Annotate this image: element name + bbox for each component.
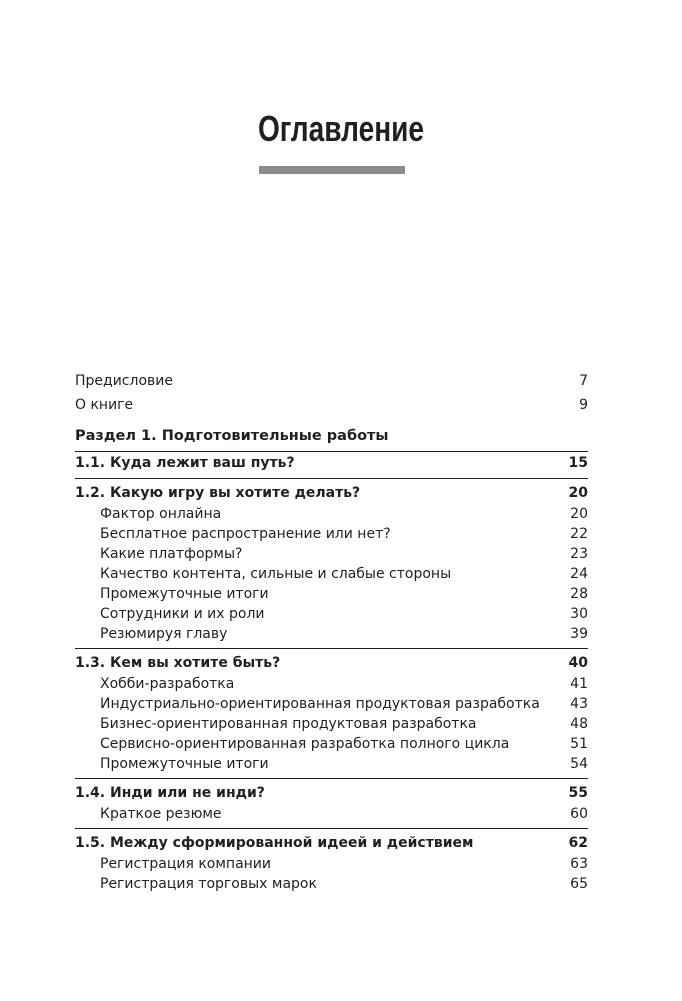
toc-subentry[interactable]: [75, 564, 588, 584]
toc-chapter-1-1[interactable]: [75, 452, 588, 474]
toc-entry-about-book[interactable]: [75, 393, 588, 417]
toc-entry-preface[interactable]: [75, 369, 588, 393]
toc-chapter-page: 15: [568, 455, 588, 471]
table-of-contents: [75, 369, 588, 894]
toc-subentry[interactable]: [75, 504, 588, 524]
toc-chapter-1-3[interactable]: [75, 652, 588, 674]
toc-subentry[interactable]: [75, 854, 588, 874]
toc-subentry-title: Регистрация компании: [100, 856, 271, 872]
toc-subentry-page: 30: [570, 606, 588, 622]
toc-subentry[interactable]: [75, 604, 588, 624]
toc-chapter-page: 62: [568, 835, 588, 851]
toc-chapter-title: 1.2. Какую игру вы хотите делать?: [75, 485, 361, 501]
toc-subentry-title: Качество контента, сильные и слабые стороны: [100, 566, 452, 582]
toc-subentry-page: 43: [570, 696, 588, 712]
toc-subentry[interactable]: [75, 754, 588, 774]
section-heading: Раздел 1. Подготовительные работы: [75, 423, 588, 452]
toc-chapter-page: 20: [568, 485, 588, 501]
toc-subentry-page: 54: [570, 756, 588, 772]
toc-subentry[interactable]: [75, 714, 588, 734]
toc-chapter-page: 40: [568, 655, 588, 671]
toc-entry-page: 7: [579, 373, 588, 389]
toc-subentry-page: 65: [570, 876, 588, 892]
toc-subentry-page: 39: [570, 626, 588, 642]
toc-subentry[interactable]: [75, 624, 588, 644]
toc-subentry-title: Промежуточные итоги: [100, 756, 269, 772]
toc-subentry-title: Какие платформы?: [100, 546, 243, 562]
chapter-block-1-5: [75, 828, 588, 894]
toc-subentry-title: Промежуточные итоги: [100, 586, 269, 602]
toc-subentry[interactable]: [75, 694, 588, 714]
chapter-block-1-2: [75, 478, 588, 644]
toc-subentry-title: Сервисно-ориентированная разработка полного цикла: [100, 736, 510, 752]
toc-subentry-title: Резюмируя главу: [100, 626, 228, 642]
toc-subentry-page: 23: [570, 546, 588, 562]
toc-entry-title: О книге: [75, 397, 134, 413]
toc-subentry-page: 51: [570, 736, 588, 752]
toc-subentry-title: Фактор онлайна: [100, 506, 222, 522]
toc-chapter-1-5[interactable]: [75, 832, 588, 854]
toc-subentry[interactable]: [75, 524, 588, 544]
toc-subentry-page: 48: [570, 716, 588, 732]
toc-subentry-title: Краткое резюме: [100, 806, 222, 822]
toc-chapter-title: 1.3. Кем вы хотите быть?: [75, 655, 281, 671]
chapter-block-1-4: [75, 778, 588, 824]
toc-subentry-page: 22: [570, 526, 588, 542]
toc-subentry-page: 20: [570, 506, 588, 522]
toc-chapter-title: 1.4. Инди или не инди?: [75, 785, 265, 801]
toc-chapter-title: 1.1. Куда лежит ваш путь?: [75, 455, 295, 471]
toc-subentry-title: Бесплатное распространение или нет?: [100, 526, 391, 542]
toc-subentry[interactable]: [75, 874, 588, 894]
toc-subentry[interactable]: [75, 734, 588, 754]
toc-entry-title: Предисловие: [75, 373, 173, 389]
toc-chapter-1-2[interactable]: [75, 482, 588, 504]
toc-subentry[interactable]: [75, 544, 588, 564]
toc-subentry-title: Регистрация торговых марок: [100, 876, 317, 892]
toc-subentry-title: Индустриально-ориентированная продуктовая разработка: [100, 696, 540, 712]
toc-subentry-page: 41: [570, 676, 588, 692]
toc-entry-page: 9: [579, 397, 588, 413]
toc-subentry-page: 28: [570, 586, 588, 602]
toc-subentry-page: 63: [570, 856, 588, 872]
toc-subentry[interactable]: [75, 584, 588, 604]
toc-chapter-1-4[interactable]: [75, 782, 588, 804]
toc-chapter-title: 1.5. Между сформированной идеей и действием: [75, 835, 474, 851]
toc-subentry-title: Хобби-разработка: [100, 676, 235, 692]
toc-subentry[interactable]: [75, 804, 588, 824]
toc-subentry-page: 24: [570, 566, 588, 582]
toc-chapter-page: 55: [568, 785, 588, 801]
title-underline-bar: [259, 166, 405, 174]
page-title: Оглавление: [257, 108, 425, 149]
chapter-block-1-3: [75, 648, 588, 774]
toc-subentry-title: Бизнес-ориентированная продуктовая разработка: [100, 716, 477, 732]
toc-subentry[interactable]: [75, 674, 588, 694]
toc-subentry-page: 60: [570, 806, 588, 822]
toc-subentry-title: Сотрудники и их роли: [100, 606, 265, 622]
